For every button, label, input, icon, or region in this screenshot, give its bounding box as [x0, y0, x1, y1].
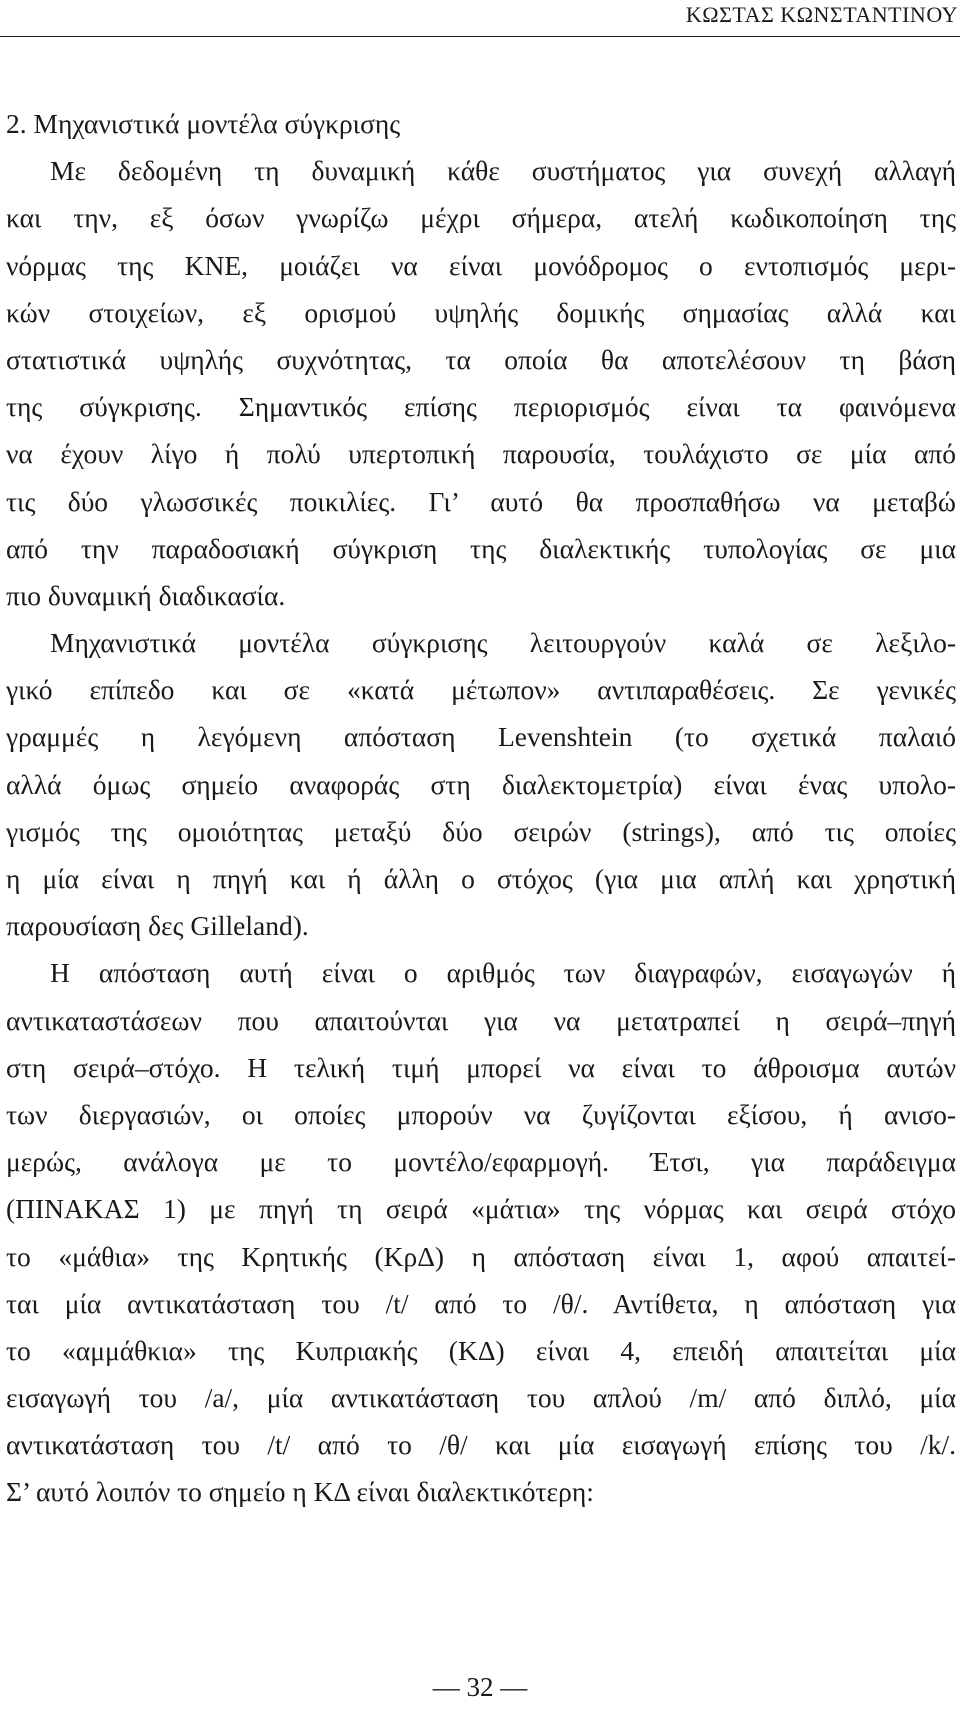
section-heading: 2. Μηχανιστικά μοντέλα σύγκρισης	[6, 108, 401, 139]
text-line: των διεργασιών, οι οποίες μπορούν να ζυγίζονται εξίσου, ή ανισο-	[6, 1098, 956, 1130]
text-line: εισαγωγή του /a/, μία αντικατάσταση του απλού /m/ από διπλό, μία	[6, 1382, 956, 1414]
text-line: τις δύο γλωσσικές ποικιλίες. Γι’ αυτό θα προσπαθήσω να μεταβώ	[6, 485, 956, 517]
text-line: αντικατάσταση του /t/ από το /θ/ και μία εισαγωγή επίσης του /k/.	[6, 1429, 956, 1461]
text-line: η μία είναι η πηγή και ή άλλη ο στόχος (για μια απλή και χρηστική	[6, 863, 956, 894]
text-line: παρουσίαση δες Gilleland).	[6, 910, 309, 942]
text-line: γραμμές η λεγόμενη απόσταση Levenshtein (το σχετικά παλαιό	[6, 721, 956, 753]
text-line: στατιστικά υψηλής συχνότητας, τα οποία θα αποτελέσουν τη βάση	[6, 343, 956, 375]
text-line: πιο δυναμική διαδικασία.	[6, 579, 286, 611]
text-line: της σύγκρισης. Σημαντικός επίσης περιορισμός είναι τα φαινόμενα	[6, 391, 956, 423]
text-line: γικό επίπεδο και σε «κατά μέτωπον» αντιπαραθέσεις. Σε γενικές	[6, 674, 956, 706]
text-line: αλλά όμως σημείο αναφοράς στη διαλεκτομετρία) είναι ένας υπολο-	[6, 768, 956, 800]
text-line: νόρμας της ΚΝΕ, μοιάζει να είναι μονόδρομος ο εντοπισμός μερι-	[6, 249, 956, 281]
text-line: Σ’ αυτό λοιπόν το σημείο η ΚΔ είναι διαλεκτικότερη:	[6, 1476, 594, 1508]
body-text	[6, 100, 956, 1516]
text-line: γισμός της ομοιότητας μεταξύ δύο σειρών (strings), από τις οποίες	[6, 815, 956, 847]
text-line: ται μία αντικατάσταση του /t/ από το /θ/. Αντίθετα, η απόσταση για	[6, 1287, 956, 1319]
text-line: μερώς, ανάλογα με το μοντέλο/εφαρμογή. Έτσι, για παράδειγμα	[6, 1146, 956, 1178]
running-header-title: ΚΩΣΤΑΣ ΚΩΝΣΤΑΝΤΙΝΟΥ	[685, 2, 958, 27]
text-line: στη σειρά–στόχο. Η τελική τιμή μπορεί να είναι το άθροισμα αυτών	[6, 1051, 956, 1083]
page-number: — 32 —	[432, 1672, 528, 1702]
text-line: Με δεδομένη τη δυναμική κάθε συστήματος για συνεχή αλλαγή	[50, 155, 956, 187]
text-line: από την παραδοσιακή σύγκριση της διαλεκτικής τυπολογίας σε μια	[6, 532, 956, 564]
running-header	[0, 0, 960, 37]
text-line: το «αμμάθκια» της Κυπριακής (ΚΔ) είναι 4, επειδή απαιτείται μία	[6, 1334, 956, 1366]
text-line: Η απόσταση αυτή είναι ο αριθμός των διαγραφών, εισαγωγών ή	[50, 957, 956, 989]
text-line: το «μάθια» της Κρητικής (ΚρΔ) η απόσταση είναι 1, αφού απαιτεί-	[6, 1240, 956, 1272]
text-line: αντικαταστάσεων που απαιτούνται για να μετατραπεί η σειρά–πηγή	[6, 1004, 956, 1036]
text-line: και την, εξ όσων γνωρίζω μέχρι σήμερα, ατελή κωδικοποίηση της	[6, 202, 956, 234]
text-line: κών στοιχείων, εξ ορισμού υψηλής δομικής σημασίας αλλά και	[6, 296, 956, 328]
text-line: Μηχανιστικά μοντέλα σύγκρισης λειτουργούν καλά σε λεξιλο-	[50, 627, 956, 659]
text-line: να έχουν λίγο ή πολύ υπερτοπική παρουσία, τουλάχιστο σε μία από	[6, 438, 956, 470]
text-line: (ΠΙΝΑΚΑΣ 1) με πηγή τη σειρά «μάτια» της νόρμας και σειρά στόχο	[6, 1193, 956, 1225]
